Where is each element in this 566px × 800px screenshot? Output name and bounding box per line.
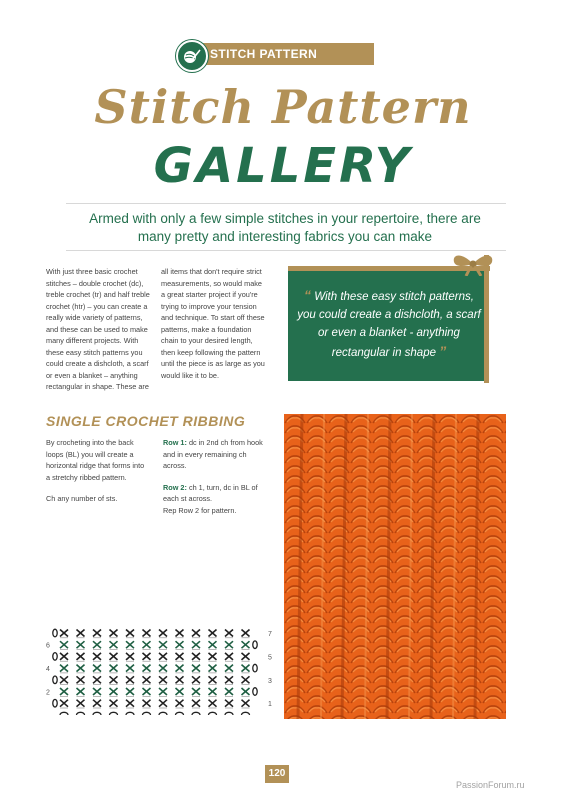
dc-stitch-symbol (77, 700, 85, 707)
chain-stitch-symbol (176, 712, 184, 715)
pattern-description: By crocheting into the back loops (BL) you will create a horizontal ridge that forms into a stretchy ribbed pattern. (46, 438, 145, 482)
dc-stitch-symbol (192, 665, 200, 672)
dc-stitch-symbol (225, 700, 233, 707)
watermark: PassionForum.ru (456, 780, 525, 790)
pattern-instructions (163, 437, 271, 516)
dc-stitch-symbol (159, 653, 167, 660)
pull-quote (296, 286, 482, 362)
dc-stitch-symbol (176, 641, 184, 648)
dc-stitch-symbol (143, 700, 151, 707)
turning-chain-symbol (53, 629, 57, 637)
dc-stitch-symbol (209, 688, 217, 695)
dc-stitch-symbol (159, 676, 167, 683)
dc-stitch-symbol (225, 630, 233, 637)
dc-stitch-symbol (126, 653, 134, 660)
dc-stitch-symbol (176, 630, 184, 637)
chain-stitch-symbol (159, 712, 167, 715)
dc-stitch-symbol (110, 641, 118, 648)
row-number-right: 3 (268, 677, 272, 685)
row-2-text: ch 1, turn, dc in BL of each st across. (163, 482, 258, 503)
dc-stitch-symbol (77, 641, 85, 648)
chain-stitch-symbol (60, 712, 68, 715)
dc-stitch-symbol (176, 688, 184, 695)
turning-chain-symbol (53, 676, 57, 684)
dc-stitch-symbol (126, 665, 134, 672)
yarn-hook-icon (176, 40, 208, 72)
dc-stitch-symbol (60, 688, 68, 695)
open-quote-mark: “ (304, 287, 312, 303)
dc-stitch-symbol (110, 676, 118, 683)
dc-stitch-symbol (93, 641, 101, 648)
crochet-stitch-chart (44, 625, 280, 715)
dc-stitch-symbol (110, 653, 118, 660)
chain-stitch-symbol (192, 712, 200, 715)
dc-stitch-symbol (242, 688, 250, 695)
dc-stitch-symbol (77, 688, 85, 695)
chain-stitch-symbol (77, 712, 85, 715)
dc-stitch-symbol (242, 653, 250, 660)
dc-stitch-symbol (60, 700, 68, 707)
divider (66, 203, 506, 204)
dc-stitch-symbol (176, 700, 184, 707)
dc-stitch-symbol (143, 630, 151, 637)
dc-stitch-symbol (176, 665, 184, 672)
chain-stitch-symbol (242, 712, 250, 715)
page-title-main: GALLERY (153, 138, 413, 194)
chain-stitch-symbol (93, 712, 101, 715)
intro-column-2: all items that don't require strict measurements, so would make a great starter project if you're trying to improve your tension and technique. To start off these patterns, make a foundation chain to your desired length, then keep following the pattern until the piece is as large as you would like it to be. (161, 267, 265, 380)
dc-stitch-symbol (60, 676, 68, 683)
section-badge (176, 40, 374, 83)
dc-stitch-symbol (60, 641, 68, 648)
section-heading: SINGLE CROCHET RIBBING (46, 413, 246, 429)
turning-chain-symbol (253, 664, 257, 672)
row-1-instruction (163, 437, 271, 472)
dc-stitch-symbol (60, 665, 68, 672)
row-2-label: Row 2: (163, 482, 187, 492)
dc-stitch-symbol (159, 665, 167, 672)
turning-chain-symbol (53, 653, 57, 661)
dc-stitch-symbol (126, 630, 134, 637)
close-quote-mark: ” (439, 343, 447, 359)
dc-stitch-symbol (192, 676, 200, 683)
dc-stitch-symbol (176, 676, 184, 683)
dc-stitch-symbol (126, 641, 134, 648)
dc-stitch-symbol (225, 641, 233, 648)
dc-stitch-symbol (192, 630, 200, 637)
row-number-right: 1 (268, 701, 272, 709)
turning-chain-symbol (253, 688, 257, 696)
dc-stitch-symbol (242, 630, 250, 637)
turning-chain-symbol (53, 699, 57, 707)
dc-stitch-symbol (110, 630, 118, 637)
dc-stitch-symbol (93, 665, 101, 672)
dc-stitch-symbol (159, 641, 167, 648)
dc-stitch-symbol (126, 676, 134, 683)
dc-stitch-symbol (110, 688, 118, 695)
gift-bow-icon (448, 250, 498, 276)
divider (66, 250, 506, 251)
dc-stitch-symbol (93, 630, 101, 637)
page-number: 120 (265, 765, 289, 783)
page-title-script: Stitch Pattern (94, 80, 472, 134)
row-number-left: 2 (46, 689, 50, 697)
chain-stitch-symbol (143, 712, 151, 715)
dc-stitch-symbol (209, 630, 217, 637)
row-number-left: 6 (46, 642, 50, 650)
dc-stitch-symbol (110, 665, 118, 672)
row-1-text: dc in 2nd ch from hook and in every remaining ch across. (163, 438, 263, 470)
dc-stitch-symbol (93, 653, 101, 660)
dc-stitch-symbol (209, 653, 217, 660)
row-number-left: 4 (46, 666, 50, 674)
dc-stitch-symbol (225, 688, 233, 695)
dc-stitch-symbol (242, 700, 250, 707)
turning-chain-symbol (253, 641, 257, 649)
dc-stitch-symbol (60, 630, 68, 637)
chain-stitch-symbol (225, 712, 233, 715)
dc-stitch-symbol (192, 641, 200, 648)
row-2-instruction (163, 482, 271, 505)
pull-quote-text: With these easy stitch patterns, you could create a dishcloth, a scarf or even a blanket - anything rectangular in shape (297, 291, 481, 359)
dc-stitch-symbol (242, 665, 250, 672)
dc-stitch-symbol (126, 688, 134, 695)
dc-stitch-symbol (126, 700, 134, 707)
dc-stitch-symbol (176, 653, 184, 660)
pattern-intro (46, 437, 150, 505)
dc-stitch-symbol (77, 665, 85, 672)
dc-stitch-symbol (77, 653, 85, 660)
dc-stitch-symbol (143, 653, 151, 660)
dc-stitch-symbol (192, 653, 200, 660)
dc-stitch-symbol (143, 688, 151, 695)
chain-stitch-symbol (209, 712, 217, 715)
row-number-right: 7 (268, 631, 272, 638)
dc-stitch-symbol (143, 676, 151, 683)
dc-stitch-symbol (93, 676, 101, 683)
dc-stitch-symbol (192, 688, 200, 695)
dc-stitch-symbol (110, 700, 118, 707)
dc-stitch-symbol (77, 676, 85, 683)
dc-stitch-symbol (209, 665, 217, 672)
dc-stitch-symbol (60, 653, 68, 660)
dc-stitch-symbol (143, 665, 151, 672)
dc-stitch-symbol (209, 700, 217, 707)
dc-stitch-symbol (159, 688, 167, 695)
dc-stitch-symbol (225, 653, 233, 660)
chain-note: Ch any number of sts. (46, 494, 118, 503)
dc-stitch-symbol (93, 700, 101, 707)
dc-stitch-symbol (93, 688, 101, 695)
row-1-label: Row 1: (163, 438, 187, 447)
dc-stitch-symbol (225, 665, 233, 672)
dc-stitch-symbol (77, 630, 85, 637)
dc-stitch-symbol (242, 676, 250, 683)
dc-stitch-symbol (159, 630, 167, 637)
dc-stitch-symbol (192, 700, 200, 707)
standfirst: Armed with only a few simple stitches in your repertoire, there are many pretty and interesting fabrics you can make (89, 211, 481, 244)
dc-stitch-symbol (143, 641, 151, 648)
dc-stitch-symbol (209, 641, 217, 648)
chain-stitch-symbol (126, 712, 134, 715)
dc-stitch-symbol (159, 700, 167, 707)
section-badge-label: STITCH PATTERN GALLERY (196, 43, 374, 65)
row-number-right: 5 (268, 654, 272, 662)
dc-stitch-symbol (225, 676, 233, 683)
dc-stitch-symbol (242, 641, 250, 648)
crochet-sample-photo (284, 414, 506, 719)
chain-stitch-symbol (110, 712, 118, 715)
dc-stitch-symbol (209, 676, 217, 683)
intro-column-1: With just three basic crochet stitches – double crochet (dc), treble crochet (tr) and half treble crochet (htr) – you can create a really wide variety of patterns, and these can be used to make many different projects. With these easy stitch patterns you could create a dishcloth, a scarf or even a blanket – anything rectangular in shape. These are (46, 267, 150, 391)
repeat-instruction: Rep Row 2 for pattern. (163, 505, 237, 515)
